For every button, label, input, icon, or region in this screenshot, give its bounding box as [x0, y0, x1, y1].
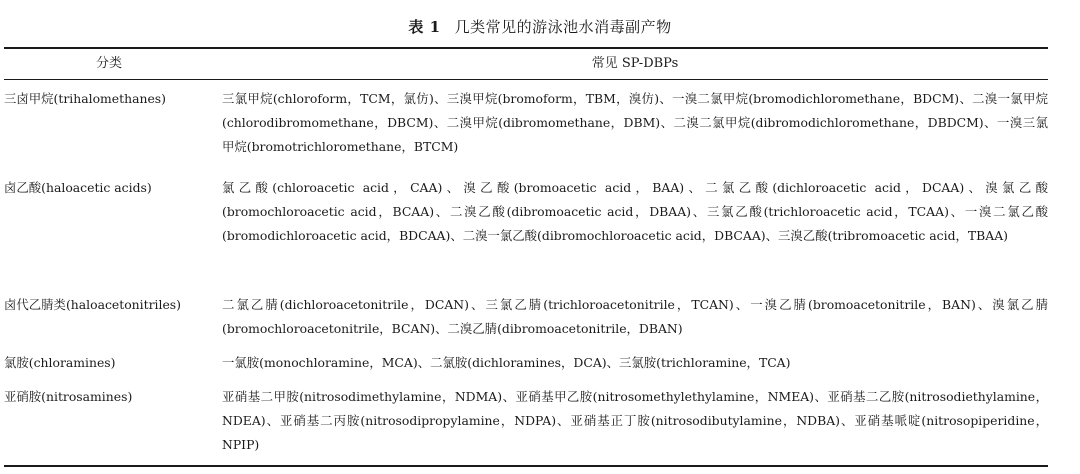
- dbp-item: 二氯胺(dichloramines，DCA): [430, 355, 607, 370]
- dbp-item: 亚硝基正丁胺(nitrosodibutylamine，NDBA): [570, 413, 840, 428]
- dbp-item: 二溴乙腈(dibromoacetonitrile，DBAN): [447, 321, 683, 336]
- dbp-item: 溴氯乙酸(bromochloroacetic acid，BCAA): [222, 180, 1048, 219]
- row-category: 卤代乙腈类(haloacetonitriles): [4, 297, 181, 312]
- table-caption: [0, 16, 1080, 37]
- dbp-item: 二氯乙腈(dichloroacetonitrile，DCAN): [222, 297, 469, 312]
- row-category: 三卤甲烷(trihalomethanes): [4, 91, 166, 106]
- dbp-item: 亚硝基二乙胺(nitrosodiethylamine，NDEA): [222, 389, 1048, 428]
- dbp-item: 二溴一氯乙酸(dibromochloroacetic acid，DBCAA): [462, 228, 766, 243]
- header-dbps: 常见 SP-DBPs: [591, 56, 679, 71]
- dbp-item: 二溴二氯甲烷(dibromodichloromethane，DBDCM): [673, 115, 984, 130]
- dbp-item: 二氯乙酸(dichloroacetic acid，DCAA): [705, 180, 965, 195]
- table-header-rule: [4, 79, 1048, 80]
- row-category: 亚硝胺(nitrosamines): [4, 389, 133, 404]
- dbp-item: 一溴三氯甲烷(bromotrichloromethane，BTCM): [222, 115, 1049, 154]
- dbp-item: 亚硝基二甲胺(nitrosodimethylamine，NDMA): [222, 389, 503, 404]
- dbp-item: 亚硝基哌啶(nitrosopiperidine，NPIP): [222, 413, 1048, 452]
- dbp-item: 三氯甲烷(chloroform，TCM，氯仿): [222, 91, 434, 106]
- dbp-item: 一氯胺(monochloramine，MCA): [222, 355, 418, 370]
- dbp-item: 氯乙酸(chloroacetic acid，CAA): [222, 180, 443, 195]
- dbp-item: 三氯乙腈(trichloroacetonitrile，TCAN): [485, 297, 734, 312]
- row-dbp-list: 二氯乙腈(dichloroacetonitrile，DCAN)、三氯乙腈(trichloroacetonitrile，TCAN)、一溴乙腈(bromoacetonitrile，BAN)、溴氯乙腈(bromochloroacetonitrile，BCAN)、二溴乙腈(dibromoacetonitrile，DBAN): [222, 297, 1049, 336]
- dbp-item: 二溴甲烷(dibromomethane，DBM): [446, 115, 661, 130]
- dbp-item: 三溴甲烷(bromoform，TBM，溴仿): [446, 91, 660, 106]
- dbp-item: 三氯胺(trichloramine，TCA): [619, 355, 791, 370]
- dbp-item: 二溴乙酸(dibromoacetic acid，DBAA): [449, 204, 692, 219]
- dbp-item: 亚硝基二丙胺(nitrosodipropylamine，NDPA): [280, 413, 557, 428]
- table-title: 几类常见的游泳池水消毒副产物: [454, 18, 672, 36]
- row-dbp-list: 亚硝基二甲胺(nitrosodimethylamine，NDMA)、亚硝基甲乙胺(nitrosomethylethylamine，NMEA)、亚硝基二乙胺(nitrosodiethylamine，NDEA)、亚硝基二丙胺(nitrosodipropylamine，NDPA)、亚硝基正丁胺(nitrosodibutylamine，NDBA)、亚硝基哌啶(nitrosopiperidine，NPIP): [222, 389, 1048, 452]
- dbp-item: 溴氯乙腈(bromochloroacetonitrile，BCAN): [222, 297, 1049, 336]
- dbp-item: 一溴乙腈(bromoacetonitrile，BAN): [750, 297, 976, 312]
- dbp-item: 亚硝基甲乙胺(nitrosomethylethylamine，NMEA): [515, 389, 815, 404]
- dbp-item: 溴乙酸(bromoacetic acid，BAA): [463, 180, 685, 195]
- header-category: 分类: [95, 56, 122, 71]
- row-dbp-list: 氯乙酸(chloroacetic acid，CAA)、溴乙酸(bromoacetic acid，BAA)、二氯乙酸(dichloroacetic acid，DCAA)、溴氯乙酸(bromochloroacetic acid，BCAA)、二溴乙酸(dibromoacetic acid，DBAA)、三氯乙酸(trichloroacetic acid，TCAA)、一溴二氯乙酸(bromodichloroacetic acid，BDCAA)、二溴一氯乙酸(dibromochloroacetic acid，DBCAA)、三溴乙酸(tribromoacetic acid，TBAA): [222, 180, 1049, 243]
- row-category: 氯胺(chloramines): [4, 355, 116, 370]
- dbp-item: 三溴乙酸(tribromoacetic acid，TBAA): [778, 228, 1008, 243]
- dbp-item: 三氯乙酸(trichloroacetic acid，TCAA): [706, 204, 949, 219]
- table-number: 表 1: [408, 18, 441, 36]
- row-category: 卤乙酸(haloacetic acids): [4, 180, 152, 195]
- row-dbp-list: 一氯胺(monochloramine，MCA)、二氯胺(dichloramines，DCA)、三氯胺(trichloramine，TCA): [222, 355, 791, 370]
- table-bottom-rule: [4, 465, 1048, 467]
- dbp-item: 一溴二氯乙酸(bromodichloroacetic acid，BDCAA): [222, 204, 1049, 243]
- row-dbp-list: 三氯甲烷(chloroform，TCM，氯仿)、三溴甲烷(bromoform，TBM，溴仿)、一溴二氯甲烷(bromodichloromethane，BDCM)、二溴一氯甲烷(chlorodibromomethane，DBCM)、二溴甲烷(dibromomethane，DBM)、二溴二氯甲烷(dibromodichloromethane，DBDCM)、一溴三氯甲烷(bromotrichloromethane，BTCM): [222, 91, 1049, 154]
- dbp-item: 一溴二氯甲烷(bromodichloromethane，BDCM): [672, 91, 960, 106]
- dbp-item: 二溴一氯甲烷(chlorodibromomethane，DBCM): [222, 91, 1049, 130]
